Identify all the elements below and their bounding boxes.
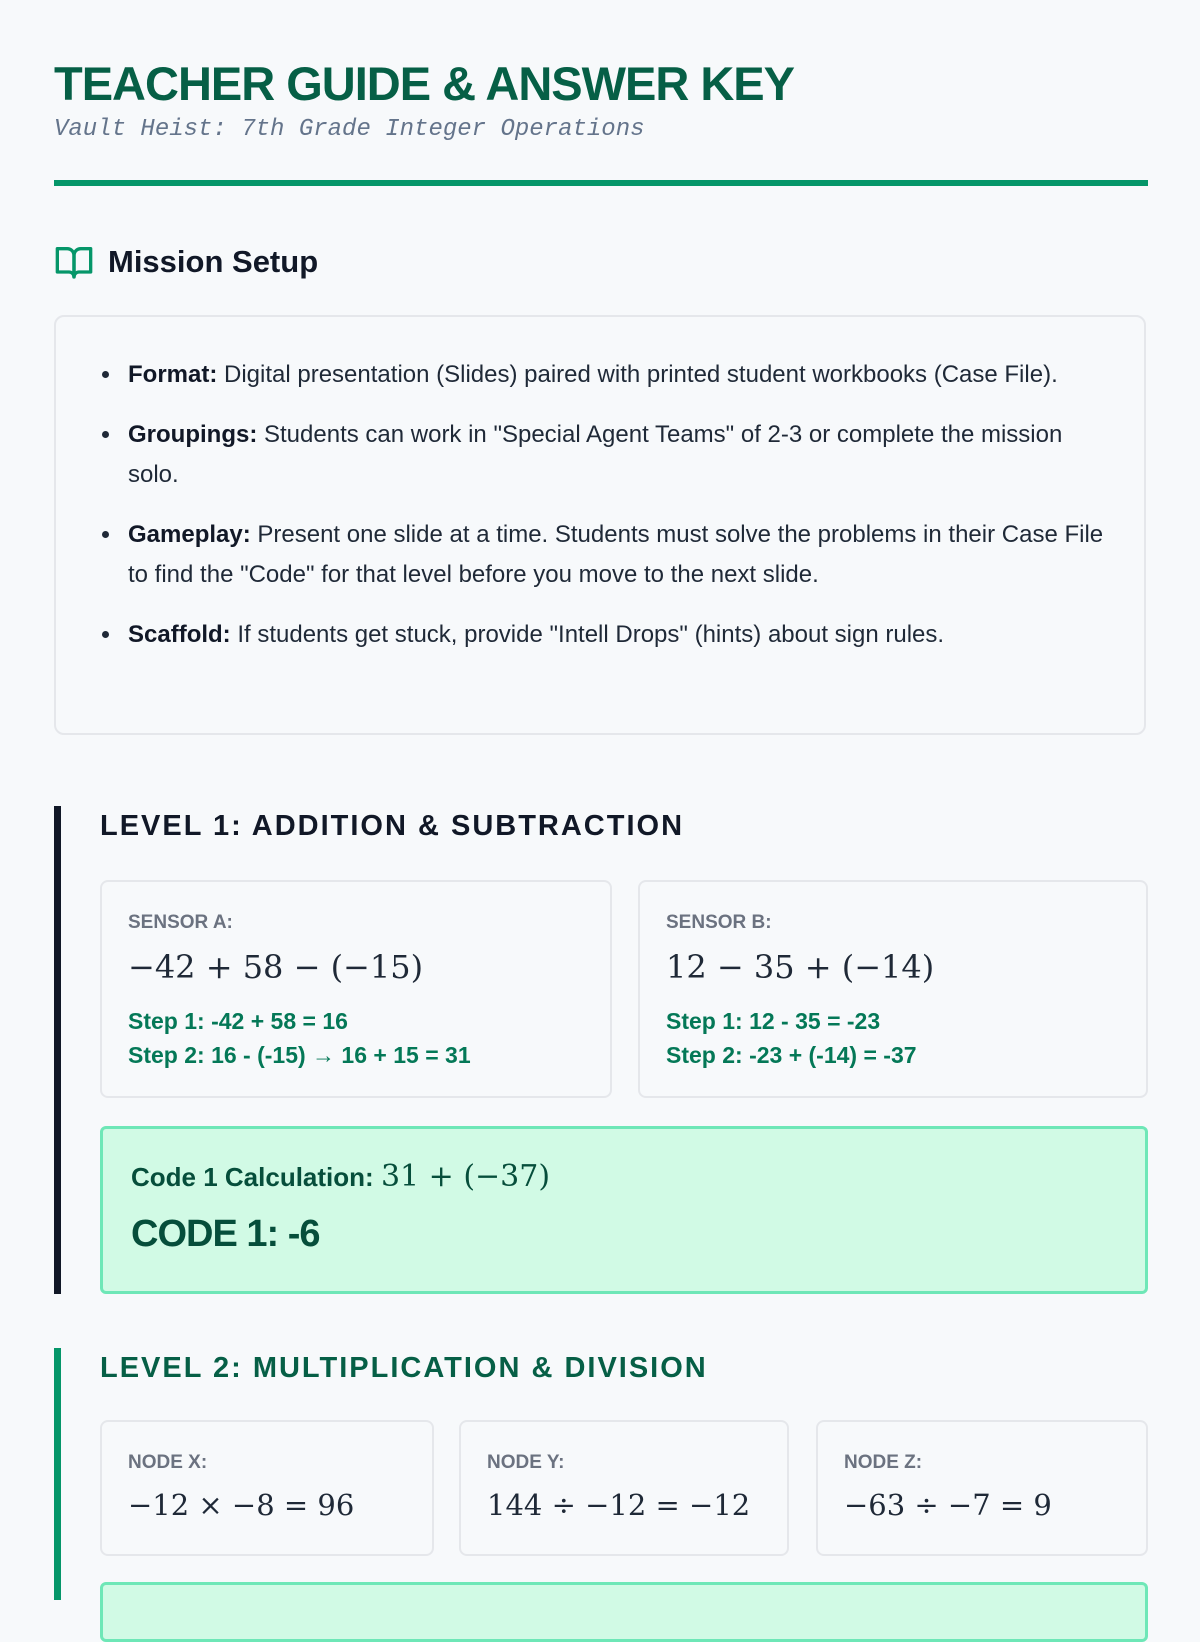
- item-label: Scaffold:: [128, 621, 231, 648]
- setup-heading-label: Mission Setup: [108, 244, 319, 279]
- card-caption: SENSOR A:: [128, 912, 233, 933]
- card-expression: −63 ÷ −7 = 9: [844, 1488, 1052, 1522]
- bullet: [102, 631, 109, 638]
- level-2-title: LEVEL 2: MULTIPLICATION & DIVISION: [100, 1352, 708, 1384]
- item-label: Groupings:: [128, 421, 258, 448]
- card-caption: NODE Z:: [844, 1452, 923, 1473]
- sensor-a-card: [100, 880, 612, 1098]
- level-1-title: LEVEL 1: ADDITION & SUBTRACTION: [100, 810, 685, 842]
- bullet: [102, 431, 109, 438]
- card-step-2: Step 2: -23 + (-14) = -37: [666, 1042, 917, 1068]
- open-book-icon: [54, 242, 94, 282]
- code-2-box: [100, 1582, 1148, 1642]
- node-z-card: [816, 1420, 1148, 1556]
- page-subtitle: Vault Heist: 7th Grade Integer Operations: [54, 116, 645, 143]
- card-caption: NODE X:: [128, 1452, 208, 1473]
- card-step-1: Step 1: -42 + 58 = 16: [128, 1008, 348, 1034]
- card-caption: SENSOR B:: [666, 912, 772, 933]
- item-text: If students get stuck, provide "Intell Drops" (hints) about sign rules.: [230, 621, 945, 648]
- bullet: [102, 531, 109, 538]
- node-x-card: [100, 1420, 434, 1556]
- item-text: Present one slide at a time. Students must solve the problems in their Case File to find the "Code" for that level before you move to the next slide.: [128, 521, 1104, 588]
- card-step-2: Step 2: 16 - (-15) → 16 + 15 = 31: [128, 1042, 471, 1068]
- node-y-card: [459, 1420, 789, 1556]
- card-expression: −42 + 58 − (−15): [128, 948, 424, 986]
- item-label: Gameplay:: [128, 521, 251, 548]
- list-item: [128, 415, 1108, 495]
- code-1-answer: CODE 1: -6: [131, 1213, 320, 1255]
- sensor-b-card: [638, 880, 1148, 1098]
- level-2-accent-bar: [54, 1348, 61, 1600]
- card-expression: 12 − 35 + (−14): [666, 948, 935, 986]
- level-1-accent-bar: [54, 806, 61, 1294]
- code-1-box: [100, 1126, 1148, 1294]
- code-calculation-expression: 31 + (−37): [380, 1159, 551, 1194]
- list-item: [128, 355, 1108, 395]
- setup-heading: [54, 242, 318, 282]
- item-label: Format:: [128, 361, 218, 388]
- setup-list: [128, 355, 1108, 675]
- bullet: [102, 371, 109, 378]
- card-expression: −12 × −8 = 96: [128, 1488, 355, 1522]
- item-text: Students can work in "Special Agent Teams" of 2-3 or complete the mission solo.: [128, 421, 1063, 488]
- page-title: TEACHER GUIDE & ANSWER KEY: [54, 57, 794, 110]
- card-expression: 144 ÷ −12 = −12: [487, 1488, 751, 1522]
- list-item: [128, 615, 1108, 655]
- code-calculation-label: Code 1 Calculation:: [131, 1162, 374, 1192]
- item-text: Digital presentation (Slides) paired with printed student workbooks (Case File).: [217, 361, 1058, 388]
- setup-panel: [54, 315, 1146, 735]
- title-divider: [54, 180, 1148, 186]
- card-step-1: Step 1: 12 - 35 = -23: [666, 1008, 881, 1034]
- code-calculation: [131, 1159, 550, 1194]
- list-item: [128, 515, 1108, 595]
- card-caption: NODE Y:: [487, 1452, 565, 1473]
